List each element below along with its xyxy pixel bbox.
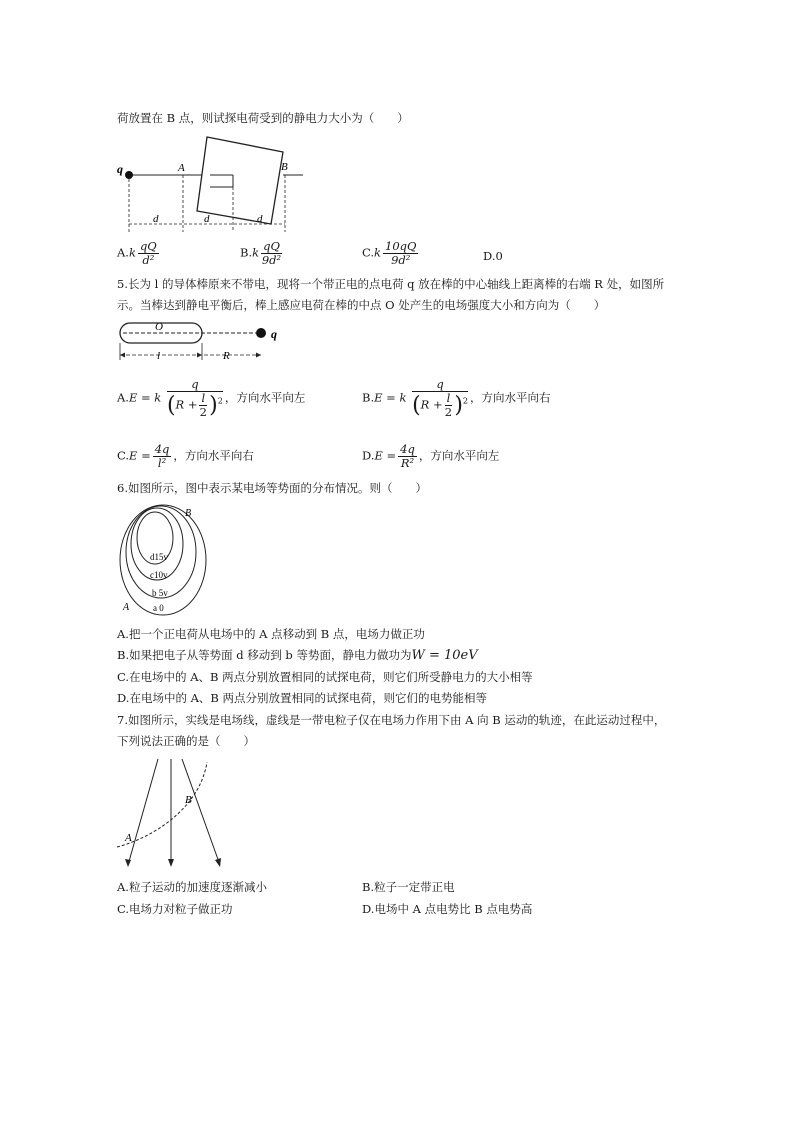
q6-label-c: c10v bbox=[150, 570, 168, 580]
q7-field-line-1 bbox=[128, 759, 158, 865]
q7-field-line-3 bbox=[182, 759, 220, 865]
q4-label-d3: d bbox=[257, 213, 263, 225]
q4-stem-tail: 荷放置在 B 点，则试探电荷受到的静电力大小为（ ） bbox=[117, 111, 409, 125]
q5-label-o: O bbox=[155, 321, 163, 333]
q5-option-d[interactable]: D.E = $\frac{4q}{\text{R²}}$ ，方向水平向左 bbox=[362, 442, 500, 470]
q6-stem: 6.如图所示，图中表示某电场等势面的分布情况。则（ ） bbox=[117, 481, 427, 495]
q4-label-b: B bbox=[281, 161, 288, 173]
q5-label-q: q bbox=[271, 327, 277, 341]
q7-stem-line1: 7.如图所示，实线是电场线，虚线是一带电粒子仅在电场力作用下由 A 向 B 运动的轨迹，在此运动过程中， bbox=[117, 713, 666, 727]
q7-figure bbox=[115, 757, 215, 872]
q7-label-a: A bbox=[125, 832, 132, 844]
q4-option-c[interactable]: C.k $\frac{10qQ}{\text{9d²}}$ bbox=[362, 239, 417, 267]
q7-stem-line2: 下列说法正确的是（ ） bbox=[117, 734, 255, 748]
q4-label-d2: d bbox=[204, 213, 210, 225]
q5-charge-dot bbox=[256, 328, 266, 338]
q5-option-c[interactable]: C.E = $\frac{4q}{\text{l²}}$ ，方向水平向右 bbox=[117, 442, 254, 470]
q4-label-d1: d bbox=[153, 213, 159, 225]
q5-stem-line2: 示。当棒达到静电平衡后，棒上感应电荷在棒的中点 O 处产生的电场强度大小和方向为（ ） bbox=[117, 298, 606, 312]
q6-option-d[interactable]: D.在电场中的 A、B 两点分别放置相同的试探电荷，则它们的电势能相等 bbox=[117, 691, 488, 705]
q5-label-l: l bbox=[157, 350, 161, 362]
q5-option-b[interactable]: B.E = k q (R + $\frac{l}{2}$ )$^2$ ，方向水平向右 bbox=[362, 377, 551, 419]
q4-plate bbox=[197, 137, 283, 224]
q7-option-a[interactable]: A.粒子运动的加速度逐渐减小 bbox=[117, 880, 267, 894]
q4-option-a[interactable]: A.k $\frac{qQ}{\text{d²}}$ bbox=[117, 239, 157, 267]
q6-label-a: A bbox=[123, 602, 130, 613]
q6-figure bbox=[115, 500, 215, 620]
q6-option-c[interactable]: C.在电场中的 A、B 两点分别放置相同的试探电荷，则它们所受静电力的大小相等 bbox=[117, 670, 533, 684]
q5-stem-line1: 5.长为 l 的导体棒原来不带电，现将一个带正电的点电荷 q 放在棒的中心轴线上距离棒的右端 R 处，如图所 bbox=[117, 277, 665, 291]
q6-option-a[interactable]: A.把一个正电荷从电场中的 A 点移动到 B 点，电场力做正功 bbox=[117, 627, 425, 641]
q5-figure bbox=[115, 318, 290, 366]
q6-option-b[interactable]: B.如果把电子从等势面 d 移动到 b 等势面，静电力做功为W = 10eV bbox=[117, 648, 478, 663]
q7-option-c[interactable]: C.电场力对粒子做正功 bbox=[117, 902, 233, 916]
q4-option-b[interactable]: B.k $\frac{qQ}{\text{9d²}}$ bbox=[240, 239, 282, 267]
q7-option-d[interactable]: D.电场中 A 点电势比 B 点电势高 bbox=[362, 902, 533, 916]
q7-label-b: B bbox=[185, 794, 192, 806]
q4-label-q: q bbox=[117, 162, 123, 176]
q6-label-b5: b 5v bbox=[152, 588, 168, 598]
q4-label-a: A bbox=[178, 162, 185, 174]
q4-figure bbox=[115, 132, 305, 242]
q4-charge-dot bbox=[125, 171, 133, 179]
q6-label-d: d15v bbox=[150, 552, 168, 562]
q7-option-b[interactable]: B.粒子一定带正电 bbox=[362, 880, 455, 894]
q5-label-r: R bbox=[223, 350, 230, 362]
q6-label-a0: a 0 bbox=[153, 603, 164, 613]
q4-option-d[interactable]: D.0 bbox=[483, 249, 503, 263]
q6-label-b: B bbox=[185, 508, 192, 519]
q5-option-a[interactable]: A.E = k q (R + $\frac{l}{2}$ )$^2$ ，方向水平向左 bbox=[117, 377, 306, 419]
